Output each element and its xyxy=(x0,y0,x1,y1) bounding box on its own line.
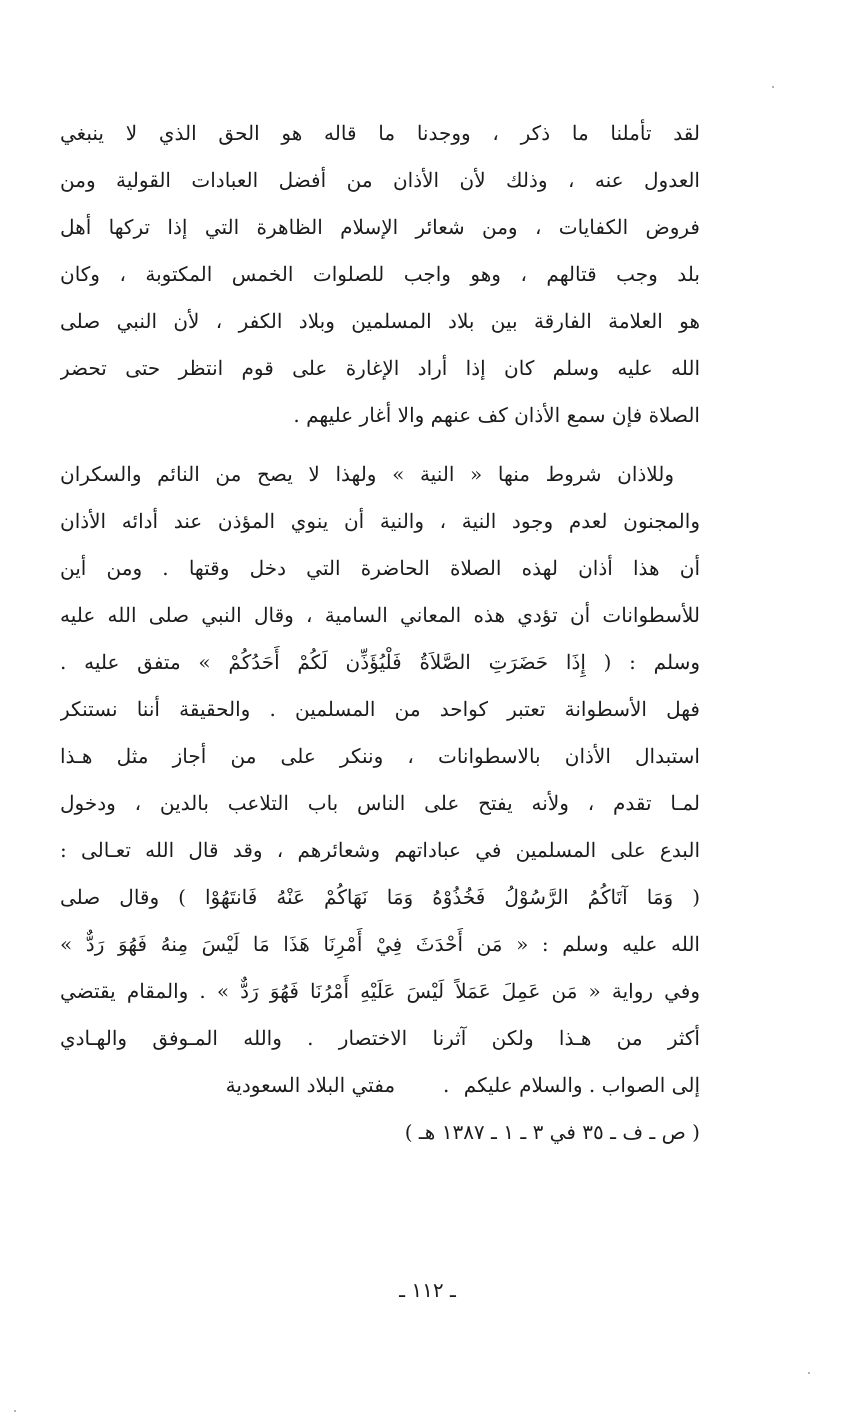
text-line: لقد تأملنا ما ذكر ، ووجدنا ما قاله هو الحق الذي لا ينبغي xyxy=(60,121,700,145)
text-line: الصلاة فإن سمع الأذان كف عنهم والا أغار عليهم . xyxy=(293,403,700,427)
text-line: للأسطوانات أن تؤدي هذه المعاني السامية ، وقال النبي صلى الله عليه xyxy=(60,603,700,627)
text-line: أكثر من هـذا ولكن آثرنا الاختصار . والله المـوفق والهـادي xyxy=(60,1026,700,1050)
closing-text: إلى الصواب . والسلام عليكم xyxy=(463,1073,700,1097)
closing-greeting xyxy=(435,1062,700,1109)
text-line: الله عليه وسلم كان إذا أراد الإغارة على قوم انتظر حتى تحضر xyxy=(60,356,700,380)
scan-speck xyxy=(14,1410,16,1412)
closing-separator: . xyxy=(443,1073,450,1097)
text-line: وفي رواية « مَن عَمِلَ عَمَلاً لَيْسَ عَلَيْهِ أَمْرُنَا فَهُوَ رَدٌّ » . والمقام يقتضي xyxy=(60,979,700,1003)
signatory-title: مفتي البلاد السعودية xyxy=(225,1073,396,1097)
paragraph-adhan-conditions xyxy=(60,451,700,1062)
text-line: البدع على المسلمين في عباداتهم وشعائرهم ، وقد قال الله تعـالى : xyxy=(60,838,700,862)
text-line: استبدال الأذان بالاسطوانات ، وننكر على من أجاز مثل هـذا xyxy=(60,744,700,768)
text-line: والمجنون لعدم وجود النية ، والنية أن ينوي المؤذن عند أدائه الأذان xyxy=(60,509,700,533)
fatwa-reference: ( ص ـ ف ـ ٣٥ في ٣ ـ ١ ـ ١٣٨٧ هـ ) xyxy=(404,1120,700,1144)
page-number: ـ ١١٢ ـ xyxy=(399,1278,456,1302)
closing-signature-row xyxy=(60,1062,700,1109)
text-line: أن هذا أذان لهذه الصلاة الحاضرة التي دخل وقتها . ومن أين xyxy=(60,556,700,580)
text-line: الله عليه وسلم : « مَن أَحْدَثَ فِيْ أَمْرِنَا هَذَا مَا لَيْسَ مِنهُ فَهُوَ رَدٌّ » xyxy=(60,932,700,956)
text-line: وللاذان شروط منها « النية » ولهذا لا يصح من النائم والسكران xyxy=(60,462,674,486)
text-line: ( وَمَا آتَاكُمُ الرَّسُوْلُ فَخُذُوْهُ وَمَا نَهَاكُمْ عَنْهُ فَانتَهُوْا ) وقال صلى xyxy=(60,885,700,909)
text-line: العدول عنه ، وذلك لأن الأذان من أفضل العبادات القولية ومن xyxy=(60,168,700,192)
text-line: وسلم : ( إِذَا حَضَرَتِ الصَّلاَةُ فَلْيُؤَذِّن لَكُمْ أَحَدُكُمْ » متفق عليه . xyxy=(60,650,700,674)
text-line: لمـا تقدم ، ولأنه يفتح على الناس باب التلاعب بالدين ، ودخول xyxy=(60,791,700,815)
document-page xyxy=(60,110,700,1310)
scan-speck xyxy=(808,1372,810,1374)
scan-speck xyxy=(772,86,774,88)
paragraph-adhan-importance xyxy=(60,110,700,439)
text-line: فهل الأسطوانة تعتبر كواحد من المسلمين . والحقيقة أننا نستنكر xyxy=(60,697,700,721)
text-line: فروض الكفايات ، ومن شعائر الإسلام الظاهرة التي إذا تركها أهل xyxy=(60,215,700,239)
text-line: هو العلامة الفارقة بين بلاد المسلمين وبلاد الكفر ، لأن النبي صلى xyxy=(60,309,700,333)
text-line: بلد وجب قتالهم ، وهو واجب للصلوات الخمس المكتوبة ، وكان xyxy=(60,262,700,286)
